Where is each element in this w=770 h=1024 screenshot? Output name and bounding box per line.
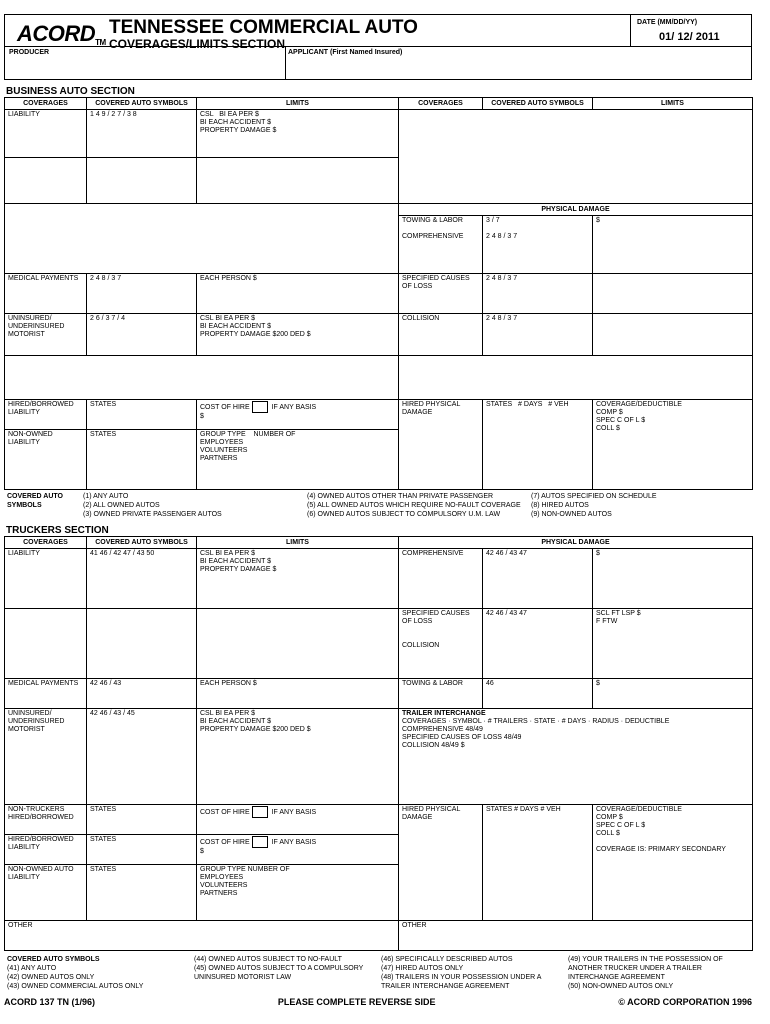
liability-limits[interactable]: CSL BI EA PER $ BI EACH ACCIDENT $ PROPERTY DAMAGE $ bbox=[197, 110, 399, 158]
towing-limit[interactable]: $ bbox=[593, 216, 753, 274]
trailer-interchange[interactable]: TRAILER INTERCHANGE COVERAGES · SYMBOL · # TRAILERS · STATE · # DAYS · RADIUS · DEDUCTIBLE COMPREHENSIVE 48/49 SPECIFIED CAUSES OF LOSS 48/49 COLLISION 48/49 $ bbox=[399, 709, 753, 805]
truckers-section-title: TRUCKERS SECTION bbox=[6, 525, 109, 536]
collision-symbols[interactable]: 2 4 8 / 3 7 bbox=[483, 314, 593, 356]
date-field[interactable] bbox=[630, 15, 751, 46]
liability-label: LIABILITY bbox=[5, 110, 87, 158]
reverse-instruction: PLEASE COMPLETE REVERSE SIDE bbox=[277, 997, 436, 1007]
hired-states[interactable]: STATES bbox=[87, 400, 197, 430]
acord-logo: ACORDTM bbox=[17, 21, 106, 47]
specified-symbols[interactable]: 2 4 8 / 3 7 bbox=[483, 274, 593, 314]
hired-physical-states[interactable]: STATES # DAYS # VEH bbox=[483, 400, 593, 490]
liability-symbols[interactable]: 1 4 9 / 2 7 / 3 8 bbox=[87, 110, 197, 158]
copyright: © ACORD CORPORATION 1996 bbox=[618, 997, 752, 1007]
hired-cost[interactable]: COST OF HIRE IF ANY BASIS $ bbox=[197, 400, 399, 430]
form-page bbox=[4, 14, 752, 1007]
medical-limit[interactable]: EACH PERSON $ bbox=[197, 274, 399, 314]
hired-physical-label: HIRED PHYSICAL DAMAGE bbox=[399, 400, 483, 490]
col-symbols-right: COVERED AUTO SYMBOLS bbox=[483, 98, 593, 110]
business-symbols-legend: COVERED AUTO SYMBOLS (1) ANY AUTO (2) ALL OWNED AUTOS (3) OWNED PRIVATE PASSENGER AUTOS (4) OWNED AUTOS OTHER THAN PRIVATE PASSENGER (5) ALL OWNED AUTOS WHICH REQUIRE NO-FAULT COVERAGE (6) OWNED AUTOS SUBJECT TO COMPULSORY U.M. LAW (7) AUTOS SPECIFIED ON SCHEDULE (8) HIRED AUTOS (9) NON-OWNED AUTOS bbox=[7, 493, 657, 518]
hired-borrowed-label: HIRED/BORROWED LIABILITY bbox=[5, 400, 87, 430]
non-owned-group[interactable]: GROUP TYPE NUMBER OF EMPLOYEES VOLUNTEERS PARTNERS bbox=[197, 430, 399, 490]
form-number: ACORD 137 TN (1/96) bbox=[4, 997, 96, 1007]
business-section-title: BUSINESS AUTO SECTION bbox=[6, 86, 135, 97]
uninsured-label: UNINSURED/ UNDERINSURED MOTORIST bbox=[5, 314, 87, 356]
col-symbols: COVERED AUTO SYMBOLS bbox=[87, 98, 197, 110]
business-auto-table bbox=[4, 97, 753, 490]
uninsured-limits[interactable]: CSL BI EA PER $ BI EACH ACCIDENT $ PROPERTY DAMAGE $200 DED $ bbox=[197, 314, 399, 356]
date-label: DATE (MM/DD/YY) bbox=[637, 19, 698, 26]
col-limits-right: LIMITS bbox=[593, 98, 753, 110]
towing-symbols[interactable]: 3 / 7 2 4 8 / 3 7 bbox=[483, 216, 593, 274]
form-subtitle: COVERAGES/LIMITS SECTION bbox=[109, 37, 286, 51]
col-coverages: COVERAGES bbox=[5, 98, 87, 110]
specified-label: SPECIFIED CAUSES OF LOSS bbox=[399, 274, 483, 314]
towing-label: TOWING & LABOR COMPREHENSIVE bbox=[399, 216, 483, 274]
truckers-table: COVERAGES COVERED AUTO SYMBOLS LIMITS PHYSICAL DAMAGE LIABILITY 41 46 / 42 47 / 43 50 CSL BI EA PER $ BI EACH ACCIDENT $ PROPERTY DAMAGE $ COMPREHENSIVE 42 46 / 43 47 $ SPECIFIED CAUSES OF LOSS COLLISION 42 46 / 43 47 SCL FT LSP $ F FTW MEDICAL PAYMENTS 42 46 / 43 EACH PERSON $ TOWING & LABOR 46 $ UNINSURED/ UNDERINSURED MOTORIST 42 46 / 43 / 45 CSL BI EA PER $ BI EACH ACCIDENT $ PROPERTY DAMAGE $200 DED $ TRAILER INTERCHANGE COVERAGES · SYMBOL · # TRAILERS · STATE · # DAYS · RADIUS · DEDUCTIBLE COMPREHENSIVE 48/49 SPECIFIED CAUSES OF LOSS 48/49 COLLISION 48/49 $ NON-TRUCKERS HIRED/BORROWED STATES COST OF HIRE IF ANY BASIS HIRED PHYSICAL DAMAGE STATES # DAYS # VEH COVERAGE/DEDUCTIBLE COMP $ SPEC C OF L $ COLL $ COVERAGE IS: PRIMARY SECONDARY HIRED/BORROWED LIABILITY STATES COST OF HIRE IF ANY BASIS $ NON-OWNED AUTO LIABILITY STATES GROUP TYPE NUMBER OF EMPLOYEES VOLUNTEERS PARTNERS OTHER OTHER bbox=[4, 536, 753, 951]
collision-label: COLLISION bbox=[399, 314, 483, 356]
physical-damage-header: PHYSICAL DAMAGE bbox=[399, 204, 753, 216]
form-footer bbox=[4, 997, 752, 1007]
form-title: TENNESSEE COMMERCIAL AUTO bbox=[109, 17, 418, 38]
applicant-label: APPLICANT (First Named Insured) bbox=[288, 49, 403, 56]
col-limits: LIMITS bbox=[197, 98, 399, 110]
date-value[interactable]: 01/ 12/ 2011 bbox=[659, 31, 720, 43]
medical-symbols[interactable]: 2 4 8 / 3 7 bbox=[87, 274, 197, 314]
col-coverages-right: COVERAGES bbox=[399, 98, 483, 110]
form-header bbox=[4, 14, 752, 80]
hired-physical-ded[interactable]: COVERAGE/DEDUCTIBLE COMP $ SPEC C OF L $ COLL $ bbox=[593, 400, 753, 490]
trucker-symbols-legend: COVERED AUTO SYMBOLS (41) ANY AUTO (42) OWNED AUTOS ONLY (43) OWNED COMMERCIAL AUTOS ONLY (44) OWNED AUTOS SUBJECT TO NO-FAULT (45) OWNED AUTOS SUBJECT TO A COMPULSORY UNINSURED MOTORIST LAW (46) SPECIFICALLY DESCRIBED AUTOS (47) HIRED AUTOS ONLY (48) TRAILERS IN YOUR POSSESSION UNDER A TRAILER INTERCHANGE AGREEMENT (49) YOUR TRAILERS IN THE POSSESSION OF ANOTHER TRUCKER UNDER A TRAILER INTERCHANGE AGREEMENT (50) NON-OWNED AUTOS ONLY bbox=[7, 956, 723, 990]
non-owned-label: NON-OWNED LIABILITY bbox=[5, 430, 87, 490]
uninsured-symbols[interactable]: 2 6 / 3 7 / 4 bbox=[87, 314, 197, 356]
non-owned-states[interactable]: STATES bbox=[87, 430, 197, 490]
producer-label: PRODUCER bbox=[9, 49, 50, 56]
medical-label: MEDICAL PAYMENTS bbox=[5, 274, 87, 314]
